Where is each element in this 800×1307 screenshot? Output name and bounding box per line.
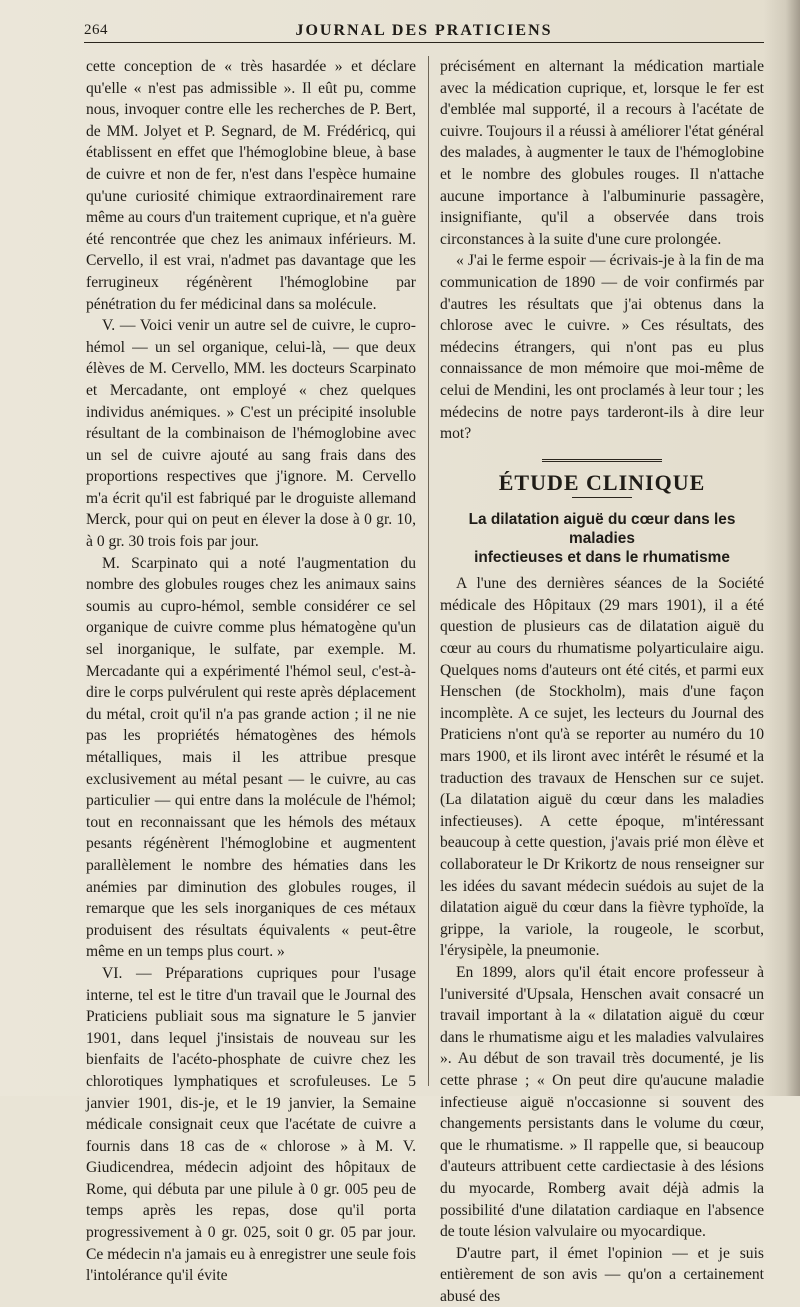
running-header [84,18,764,48]
right-column [440,56,764,1307]
paragraph: cette conception de « très hasardée » et déclare qu'elle « n'est pas admissible ». Il eût pu, comme nous, invoquer contre elle les recherches de P. Bert, de MM. Jolyet et P. Segnard, de M. Frédéricq, qui établissent en effet que l'hémoglobine bleue, à base de cuivre et non de fer, n'est dans l'espèce humaine qu'une curiosité chimique extraordinairement rare même au cours d'un traitement cuprique, et n'a guère été rencontrée que chez les animaux inférieurs. M. Cervello, il est vrai, n'admet pas davantage que les ferrugineux régénèrent l'hémoglobine par pénétration du fer médicinal dans sa molécule. [86,58,416,313]
paragraph: D'autre part, il émet l'opinion — et je suis entièrement de son avis — qu'on a certainement abusé des [440,1244,764,1305]
paragraph: En 1899, alors qu'il était encore professeur à l'université d'Upsala, Henschen avait consacré un travail important à la « dilatation aiguë du cœur dans le rhumatisme aigu et les maladies valvulaires ». Au début de son travail très documenté, je lis cette phrase ; « On peut dire qu'aucune maladie infectieuse aiguë n'occasionne si souvent des changements persistants dans le volume du cœur, que le rhumatisme. » Il rappelle que, si beaucoup d'auteurs attribuent cette cardiectasie à des lésions du myocarde, Romberg avait déjà admis la possibilité d'une dilatation cardiaque en l'absence de toute lésion valvulaire ou myocardique. [440,963,764,1241]
left-column [86,56,416,1287]
paragraph: « J'ai le ferme espoir — écrivais-je à la fin de ma communication de 1890 — de voir confirmés par d'autres les résultats que j'ai obtenus dans la chlorose avec le cuivre. » Ces résultats, des médecins étrangers, qui n'ont pas eu plus connaissance de mon mémoire que moi-même de celui de Mendini, les ont proclamés à leur tour ; les médecins de notre pays tarderont-ils à dire leur mot? [440,252,764,443]
column-divider [428,56,429,1086]
header-rule [84,42,764,43]
paragraph: précisément en alternant la médication martiale avec la médication cuprique, et, lorsque le fer est d'emblée mal supporté, il a recours à l'acétate de cuivre. Toujours il a réussi à améliorer l'état général des malades, à augmenter le taux de l'hémoglobine et le nombre des globules rouges. Il n'attache aucune importance à l'albuminurie passagère, insignifiante, qu'il a observée dans trois circonstances à la suite d'une cure prolongée. [440,58,764,248]
article-title-line: La dilatation aiguë du cœur dans les maladies [468,511,736,548]
page-number: 264 [84,22,108,38]
journal-title: JOURNAL DES PRATICIENS [295,22,553,39]
paragraph: M. Scarpinato qui a noté l'augmentation du nombre des globules rouges chez les animaux sains soumis au cupro-hémol, semble considérer ce sel organique de cuivre comme plus hématogène qu'un sel inorganique, le sulfate, par exemple. M. Mercadante qui a expérimenté l'hémol seul, c'est-à-dire le corps pulvérulent qui reste après déplacement du métal, croit qu'il n'a pas grande action ; il ne nie pas les propriétés hématogènes des hémols métalliques, mais il les attribue presque exclusivement au métal pesant — le cuivre, au cas particulier — qui entre dans la molécule de l'hémol; tout en reconnaissant que les hémols des métaux pesants régénèrent l'hémoglobine et augmentent parallèlement le nombre des hématies dans les anémies par diminution des globules rouges, il remarque que les sels inorganiques de ces métaux produisent des résultats équivalents « peut-être même en un temps plus court. » [86,554,416,961]
section-rule [542,459,662,462]
paragraph: V. — Voici venir un autre sel de cuivre, le cupro-hémol — un sel organique, celui-là, — que deux élèves de M. Cervello, MM. les docteurs Scarpinato et Mercadante, ont employé « chez quelques individus anémiques. » C'est un précipité insoluble résultant de la combinaison de l'hémoglobine avec un sel de cuivre ajouté au sang frais dans des proportions respectives que j'ignore. M. Cervello m'a écrit qu'il est fabriqué par le droguiste allemand Merck, pour qui on peut en élever la dose à 0 gr. 10, à 0 gr. 30 trois fois par jour. [86,317,416,551]
section-title: ÉTUDE CLINIQUE [498,469,706,495]
article-title [440,510,764,567]
section-title-underline [572,497,632,498]
page-spine-shadow [764,0,800,1096]
article-title-line: infectieuses et dans le rhumatisme [474,549,730,567]
paragraph: A l'une des dernières séances de la Société médicale des Hôpitaux (29 mars 1901), il a été question de plusieurs cas de dilatation aiguë du cœur au cours du rhumatisme polyarticulaire aigu. Quelques noms d'auteurs ont été cités, et parmi eux Henschen (de Stockholm), mais d'une façon incomplète. A ce sujet, les lecteurs du Journal des Praticiens n'ont qu'à se reporter au numéro du 10 mars 1900, et ils liront avec intérêt le résumé et la traduction des travaux de Henschen sur ce sujet. (La dilatation aiguë du cœur dans les maladies infectieuses). A cette époque, m'intéressant beaucoup à cette question, j'avais prié mon élève et collaborateur le Dr Krikortz de nous renseigner sur les idées du savant médecin suédois au sujet de la dilatation aiguë du cœur dans la fièvre typhoïde, la grippe, la variole, la rougeole, le scorbut, l'érysipèle, la pneumonie. [440,575,764,960]
paragraph: VI. — Préparations cupriques pour l'usage interne, tel est le titre d'un travail que le Journal des Praticiens publiait sous ma signature le 5 janvier 1901, dans lequel j'insistais de nouveau sur les bienfaits de l'acéto-phosphate de cuivre chez les chlorotiques lymphatiques et scrofuleuses. Le 5 janvier 1901, dis-je, et le 19 janvier, la Semaine médicale consignait ceux que l'acétate de cuivre a fournis dans 18 cas de « chlorose » à M. V. Giudicendrea, médecin adjoint des hôpitaux de Rome, qui débuta par une pilule à 0 gr. 005 peu de temps après les repas, dose qu'il porta progressivement à 0 gr. 025, soit 0 gr. 05 par jour. Ce médecin n'a jamais eu à enregistrer une seule fois l'intolérance qu'il évite [86,964,416,1285]
